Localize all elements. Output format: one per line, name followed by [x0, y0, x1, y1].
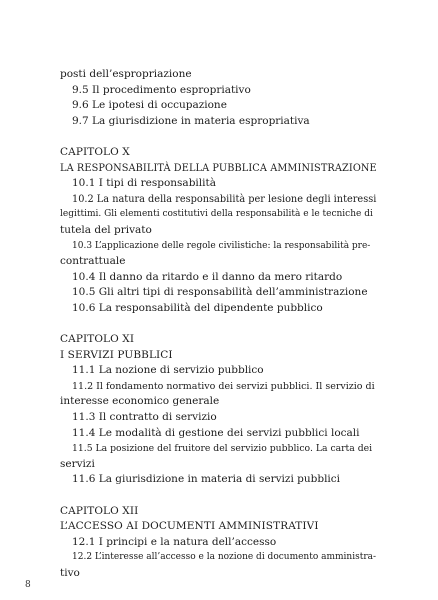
toc-continuation-line: posti dell’espropriazione	[60, 68, 192, 80]
toc-entry-9-5: 9.5 Il procedimento espropriativo	[72, 83, 251, 96]
toc-entry-11-5: 11.5 La posizione del fruitore del servizio pubblico. La carta dei	[72, 443, 373, 455]
chapter-label: CAPITOLO XI	[60, 333, 135, 346]
toc-entry-11-2: 11.2 Il fondamento normativo dei servizi pubblici. Il servizio di	[72, 380, 375, 392]
chapter-xii	[60, 504, 378, 582]
chapter-title: I SERVIZI PUBBLICI	[60, 348, 173, 361]
toc-entry-10-6: 10.6 La responsabilità del dipendente pubblico	[72, 301, 323, 314]
chapter-title: LA RESPONSABILITÀ DELLA PUBBLICA AMMINISTRAZIONE	[60, 162, 377, 174]
toc-entry-10-1: 10.1 I tipi di responsabilità	[72, 177, 216, 190]
toc-entry-10-3: 10.3 L’applicazione delle regole civilistiche: la responsabilità pre-	[72, 240, 371, 251]
toc-entry-12-1: 12.1 I principi e la natura dell’accesso	[72, 535, 277, 548]
table-of-contents	[60, 67, 378, 582]
toc-entry-continuation: servizi	[60, 457, 95, 470]
chapter-xi	[60, 332, 378, 488]
toc-entry-10-2: 10.2 La natura della responsabilità per lesione degli interessi	[72, 193, 377, 205]
toc-entry-10-5: 10.5 Gli altri tipi di responsabilità dell’amministrazione	[72, 286, 368, 299]
toc-entry-continuation: interesse economico generale	[60, 395, 220, 408]
toc-entry-continuation: tivo	[60, 567, 80, 579]
toc-entry-9-7: 9.7 La giurisdizione in materia espropriativa	[72, 114, 310, 127]
toc-continuation-block	[60, 67, 378, 129]
toc-entry-9-6: 9.6 Le ipotesi di occupazione	[72, 99, 227, 112]
chapter-title: L’ACCESSO AI DOCUMENTI AMMINISTRATIVI	[60, 520, 319, 533]
toc-entry-continuation: tutela del privato	[60, 223, 152, 236]
toc-entry-10-4: 10.4 Il danno da ritardo e il danno da mero ritardo	[72, 270, 343, 283]
chapter-label: CAPITOLO X	[60, 145, 130, 158]
toc-entry-12-2: 12.2 L’interesse all’accesso e la nozione di documento amministra-	[72, 552, 377, 563]
toc-entry-11-3: 11.3 Il contratto di servizio	[72, 411, 217, 424]
toc-entry-continuation: legittimi. Gli elementi costitutivi della responsabilità e le tecniche di	[60, 209, 373, 220]
toc-entry-11-1: 11.1 La nozione di servizio pubblico	[72, 364, 264, 377]
toc-entry-11-4: 11.4 Le modalità di gestione dei servizi pubblici locali	[72, 426, 360, 439]
toc-entry-continuation: contrattuale	[60, 255, 126, 268]
toc-entry-11-6: 11.6 La giurisdizione in materia di servizi pubblici	[72, 473, 341, 486]
chapter-x	[60, 145, 378, 317]
chapter-label: CAPITOLO XII	[60, 504, 139, 517]
page-number: 8	[25, 580, 31, 590]
